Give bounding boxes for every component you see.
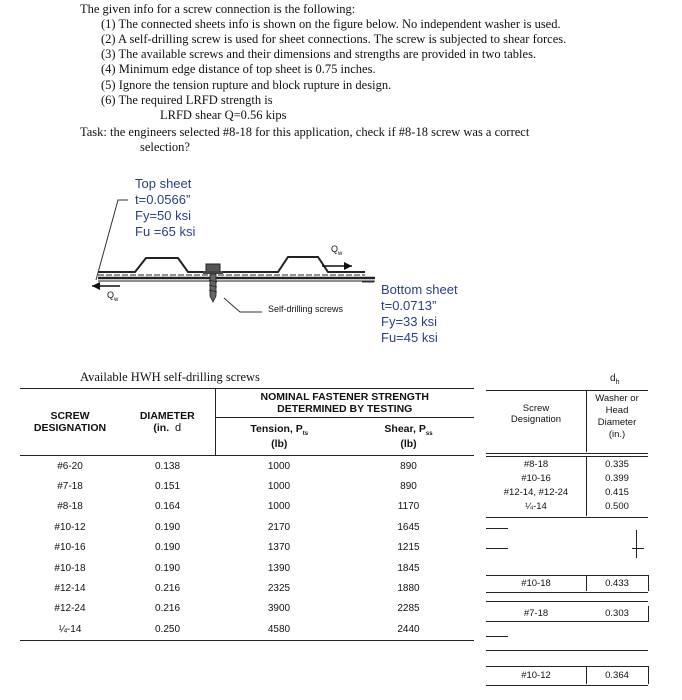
cell-tension: 4580 (267, 623, 291, 635)
table-row (20, 578, 474, 598)
intro-line-0: The given info for a screw connection is the following: (80, 2, 356, 16)
cell-shear: 890 (400, 481, 417, 493)
washer-diameter: 0.335 (605, 459, 629, 470)
hwh-screw-table (20, 388, 474, 641)
washer-row-7-18-designation: #7-18 (523, 608, 549, 619)
header-washer-diameter: Washer or Head Diameter (in.) (595, 393, 639, 440)
header-designation: SCREW DESIGNATION (33, 410, 107, 434)
bottom-sheet-thickness: t=0.0713” (381, 298, 437, 313)
washer-designation: #12-14, #12-24 (503, 487, 569, 498)
intro-item-1: (1) The connected sheets info is shown on the figure below. No independent washer is used. (101, 17, 561, 31)
header-nominal-strength: NOMINAL FASTENER STRENGTH DETERMINED BY TESTING (215, 389, 474, 418)
top-sheet-label: Top sheet (135, 176, 192, 191)
cell-designation: #12-24 (54, 603, 86, 615)
cell-diameter: 0.138 (154, 460, 181, 472)
intro-item-2: (2) A self-drilling screw is used for sheet connections. The screw is subjected to shear forces. (101, 32, 567, 46)
intro-item-6: (6) The required LRFD strength is (101, 93, 273, 107)
washer-row-7-18-diameter: 0.303 (605, 608, 629, 619)
bottom-sheet-fy: Fy=33 ksi (381, 314, 437, 329)
washer-row-10-12-designation: #10-12 (521, 670, 551, 681)
washer-designation: #8-18 (523, 459, 549, 470)
cell-diameter: 0.190 (154, 562, 181, 574)
washer-row-10-18-designation: #10-18 (521, 578, 551, 589)
intro-item-4: (4) Minimum edge distance of top sheet is 0.75 inches. (101, 62, 376, 76)
list-item (486, 486, 648, 500)
washer-diameter: 0.399 (605, 473, 629, 484)
cell-tension: 1000 (267, 460, 291, 472)
cell-designation: #8-18 (57, 501, 83, 513)
cell-shear: 1845 (397, 562, 420, 574)
list-item (486, 500, 648, 514)
cell-shear: 2440 (397, 623, 420, 635)
cell-designation: ¼-14 (58, 623, 82, 635)
table-row (20, 538, 474, 558)
cell-diameter: 0.151 (154, 481, 181, 493)
header-shear: Shear, $P_{ss}$ (lb) (384, 423, 433, 450)
table-row (20, 456, 474, 477)
cell-shear: 890 (400, 460, 417, 472)
table-row (20, 476, 474, 496)
bottom-sheet-fu: Fu=45 ksi (381, 330, 438, 345)
qw-left-label: $Q_w$ (107, 290, 119, 303)
top-sheet-profile (98, 257, 365, 272)
cell-diameter: 0.190 (154, 542, 181, 554)
task-line-1: Task: the engineers selected #8-18 for this application, check if #8-18 screw was a correct (80, 125, 530, 139)
list-item (486, 472, 648, 486)
screw-leader (224, 298, 262, 312)
cell-designation: #7-18 (57, 481, 83, 493)
qw-right-label: $Q_w$ (331, 244, 343, 257)
cell-tension: 1000 (267, 481, 291, 493)
washer-designation: #10-16 (521, 473, 551, 484)
table-row (20, 599, 474, 619)
lrfd-shear: LRFD shear Q=0.56 kips (160, 108, 287, 122)
table-row (20, 619, 474, 640)
cell-designation: #6-20 (57, 460, 83, 472)
cell-diameter: 0.190 (154, 521, 181, 533)
bottom-sheet-label: Bottom sheet (381, 282, 458, 297)
header-tension: Tension, $P_{ts}$ (lb) (215, 418, 343, 456)
cell-diameter: 0.216 (154, 583, 181, 595)
cell-shear: 1170 (397, 501, 420, 513)
dh-label: $d_h$ (610, 373, 620, 386)
top-sheet-fu: Fu =65 ksi (135, 224, 196, 239)
cell-shear: 1645 (397, 521, 420, 533)
self-drilling-screws-label: Self-drilling screws (268, 304, 344, 314)
cell-designation: #10-18 (54, 562, 86, 574)
table-row (20, 517, 474, 537)
cell-designation: #12-14 (54, 583, 86, 595)
cell-diameter: 0.250 (154, 623, 181, 635)
table1-caption: Available HWH self-drilling screws (80, 370, 260, 384)
washer-designation: ¼-14 (525, 501, 547, 512)
washer-row-10-18-diameter: 0.433 (605, 578, 629, 589)
header-diameter: DIAMETER (in. d (139, 410, 195, 434)
intro-item-5: (5) Ignore the tension rupture and block rupture in design. (101, 78, 392, 92)
cell-diameter: 0.164 (154, 501, 181, 513)
table-row (20, 558, 474, 578)
washer-row-10-12-diameter: 0.364 (605, 670, 629, 681)
table-row (20, 497, 474, 517)
cell-shear: 1215 (397, 542, 420, 554)
intro-item-3: (3) The available screws and their dimensions and strengths are provided in two tables. (101, 47, 537, 61)
top-sheet-thickness: t=0.0566” (135, 192, 191, 207)
cell-tension: 1390 (267, 562, 291, 574)
top-sheet-fy: Fy=50 ksi (135, 208, 191, 223)
cell-tension: 3900 (267, 603, 291, 615)
cell-tension: 2170 (267, 521, 291, 533)
washer-table (486, 390, 648, 690)
cell-tension: 1370 (267, 542, 291, 554)
cell-designation: #10-16 (54, 542, 86, 554)
cell-shear: 1880 (397, 583, 420, 595)
cell-diameter: 0.216 (154, 603, 181, 615)
left-force-arrow-icon (92, 282, 120, 290)
washer-diameter: 0.415 (605, 487, 629, 498)
cell-tension: 2325 (267, 583, 291, 595)
header-screw-designation: Screw Designation (510, 403, 562, 425)
task-line-2: selection? (140, 140, 190, 154)
washer-diameter: 0.500 (605, 501, 629, 512)
cell-tension: 1000 (267, 501, 291, 513)
cell-designation: #10-12 (54, 521, 86, 533)
top-sheet-leader (96, 200, 128, 280)
list-item (486, 458, 648, 472)
screw-icon (203, 264, 223, 302)
cell-shear: 2285 (397, 603, 420, 615)
